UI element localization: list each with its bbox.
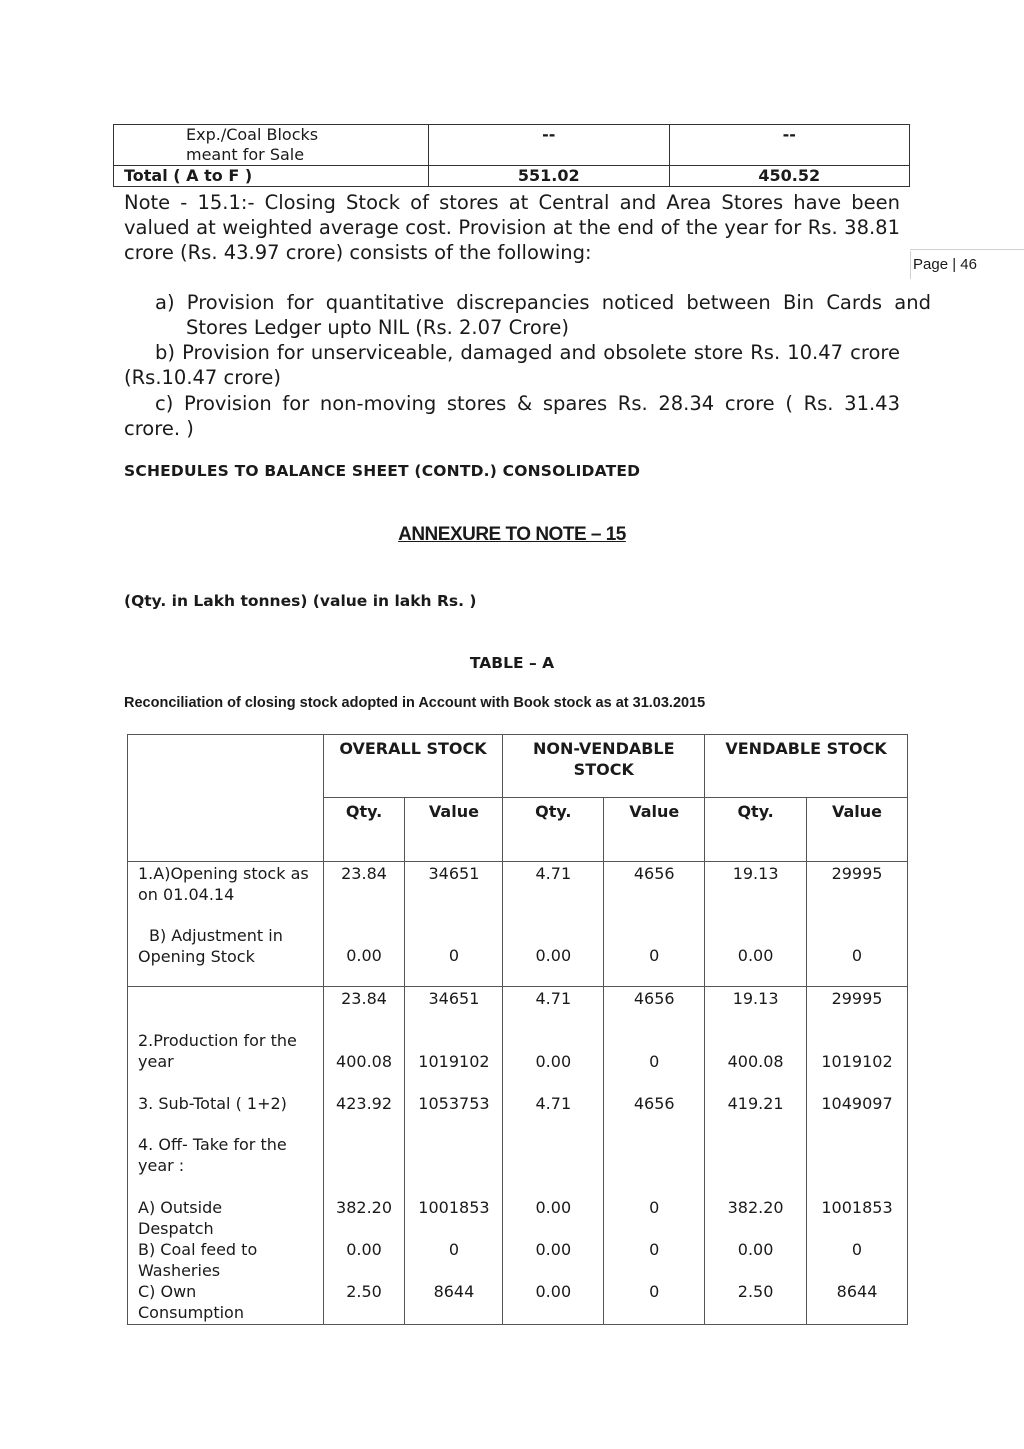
value-production: 1019102	[821, 1052, 893, 1071]
value-adjustment: 0	[851, 946, 863, 965]
total-row	[114, 166, 910, 187]
row-divider	[404, 986, 503, 987]
value-after_adjustment: 34651	[428, 989, 480, 1008]
value-subtotal: 4656	[633, 1094, 675, 1113]
total-current: 551.02	[429, 166, 669, 187]
section-heading: SCHEDULES TO BALANCE SHEET (CONTD.) CONSOLIDATED	[124, 462, 641, 480]
movement-row	[128, 987, 908, 1325]
value-opening: 4656	[633, 864, 675, 883]
note-item-b: b) Provision for unserviceable, damaged and obsolete store Rs. 10.47 crore (Rs.10.47 crore)	[124, 341, 900, 389]
value-production: 0.00	[535, 1052, 572, 1071]
subheader-value: Value	[604, 798, 705, 862]
label-adjustment: B) Adjustment in Opening Stock	[138, 926, 283, 966]
label-cell	[128, 862, 324, 987]
reconciliation-title: Reconciliation of closing stock adopted in Account with Book stock as at 31.03.2015	[124, 695, 706, 711]
page-divider	[910, 249, 1024, 250]
units-note: (Qty. in Lakh tonnes) (value in lakh Rs. )	[124, 592, 477, 610]
table-row	[114, 125, 910, 166]
value-after_adjustment: 29995	[831, 989, 883, 1008]
value-after_adjustment: 4656	[633, 989, 675, 1008]
total-label: Total ( A to F )	[114, 166, 429, 187]
row-label	[114, 125, 429, 166]
value-after_adjustment: 19.13	[732, 989, 779, 1008]
label-outside-despatch: A) Outside Despatch	[138, 1198, 223, 1238]
value-cell	[705, 987, 807, 1325]
subheader-qty: Qty.	[323, 798, 405, 862]
page-number: Page | 46	[913, 256, 977, 273]
opening-stock-row	[128, 862, 908, 987]
value-washeries: 0.00	[535, 1240, 572, 1259]
annexure-heading: ANNEXURE TO NOTE – 15	[398, 524, 626, 545]
row-label-line1: Exp./Coal Blocks	[186, 125, 319, 144]
value-washeries: 0	[851, 1240, 863, 1259]
row-divider	[323, 986, 406, 987]
value-cell	[503, 987, 604, 1325]
subheader-qty: Qty.	[705, 798, 807, 862]
cell-previous: --	[669, 125, 910, 166]
value-cell	[807, 987, 908, 1325]
value-production: 0	[649, 1052, 660, 1071]
value-opening: 29995	[831, 864, 883, 883]
value-cell	[807, 862, 908, 987]
group-header-row	[128, 735, 908, 798]
value-cell	[323, 987, 405, 1325]
value-production: 400.08	[727, 1052, 784, 1071]
value-cell	[323, 862, 405, 987]
header-overall-stock: OVERALL STOCK	[323, 735, 503, 798]
value-cell	[405, 862, 503, 987]
note-paragraph: Note - 15.1:- Closing Stock of stores at Central and Area Stores have been valued at weighted average cost. Provision at the end of the year for Rs. 38.81 crore (Rs. 43.97 crore) consists of the following:	[124, 191, 900, 264]
value-outside: 0	[649, 1198, 660, 1217]
label-opening: 1.A)Opening stock as on 01.04.14	[138, 864, 309, 904]
page-divider-vertical	[910, 251, 911, 279]
value-opening: 23.84	[341, 864, 387, 883]
value-washeries: 0.00	[737, 1240, 774, 1259]
value-outside: 0.00	[535, 1198, 572, 1217]
value-subtotal: 423.92	[336, 1094, 393, 1113]
value-own: 2.50	[737, 1282, 774, 1301]
label-offtake: 4. Off- Take for the year :	[138, 1135, 287, 1175]
value-production: 400.08	[336, 1052, 393, 1071]
value-subtotal: 1053753	[418, 1094, 490, 1113]
label-coal-feed-washeries: B) Coal feed to Washeries	[138, 1240, 258, 1280]
value-opening: 19.13	[732, 864, 779, 883]
note-item-c: c) Provision for non-moving stores & spares Rs. 28.34 crore ( Rs. 31.43 crore. )	[124, 392, 900, 440]
value-adjustment: 0.00	[346, 946, 382, 965]
row-divider	[603, 986, 705, 987]
stock-summary-table	[113, 124, 910, 187]
header-non-vendable-stock: NON-VENDABLE STOCK	[503, 735, 705, 798]
blank-header-cell	[128, 735, 324, 862]
value-after_adjustment: 23.84	[341, 989, 387, 1008]
value-adjustment: 0.00	[737, 946, 774, 965]
note-item-a: a) Provision for quantitative discrepancies noticed between Bin Cards and Stores Ledger upto NIL (Rs. 2.07 Crore)	[155, 291, 931, 339]
label-cell	[128, 987, 324, 1325]
value-production: 1019102	[418, 1052, 490, 1071]
value-own: 0	[649, 1282, 660, 1301]
value-subtotal: 1049097	[821, 1094, 893, 1113]
value-washeries: 0	[448, 1240, 460, 1259]
value-washeries: 0	[649, 1240, 660, 1259]
label-subtotal: 3. Sub-Total ( 1+2)	[138, 1094, 287, 1113]
subheader-value: Value	[807, 798, 908, 862]
value-opening: 4.71	[535, 864, 572, 883]
row-label-line2: meant for Sale	[186, 145, 305, 164]
total-previous: 450.52	[669, 166, 910, 187]
row-divider	[704, 986, 807, 987]
subheader-qty: Qty.	[503, 798, 604, 862]
value-outside: 1001853	[418, 1198, 490, 1217]
subheader-value: Value	[405, 798, 503, 862]
value-opening: 34651	[428, 864, 480, 883]
reconciliation-table	[127, 734, 908, 1325]
row-divider	[806, 986, 908, 987]
value-adjustment: 0	[649, 946, 660, 965]
value-outside: 382.20	[727, 1198, 784, 1217]
value-washeries: 0.00	[346, 1240, 382, 1259]
value-own: 2.50	[346, 1282, 382, 1301]
value-cell	[604, 862, 705, 987]
cell-current: --	[429, 125, 669, 166]
value-own: 0.00	[535, 1282, 572, 1301]
value-cell	[604, 987, 705, 1325]
value-outside: 1001853	[821, 1198, 893, 1217]
table-title: TABLE – A	[469, 654, 555, 672]
header-vendable-stock: VENDABLE STOCK	[705, 735, 908, 798]
value-own: 8644	[836, 1282, 878, 1301]
value-own: 8644	[433, 1282, 475, 1301]
row-divider	[502, 986, 604, 987]
value-cell	[705, 862, 807, 987]
value-cell	[405, 987, 503, 1325]
label-production: 2.Production for the year	[138, 1031, 297, 1071]
label-own-consumption: C) Own Consumption	[138, 1282, 244, 1322]
value-adjustment: 0.00	[535, 946, 572, 965]
value-after_adjustment: 4.71	[535, 989, 572, 1008]
value-cell	[503, 862, 604, 987]
value-subtotal: 4.71	[535, 1094, 572, 1113]
value-outside: 382.20	[336, 1198, 393, 1217]
value-subtotal: 419.21	[727, 1094, 784, 1113]
value-adjustment: 0	[448, 946, 460, 965]
